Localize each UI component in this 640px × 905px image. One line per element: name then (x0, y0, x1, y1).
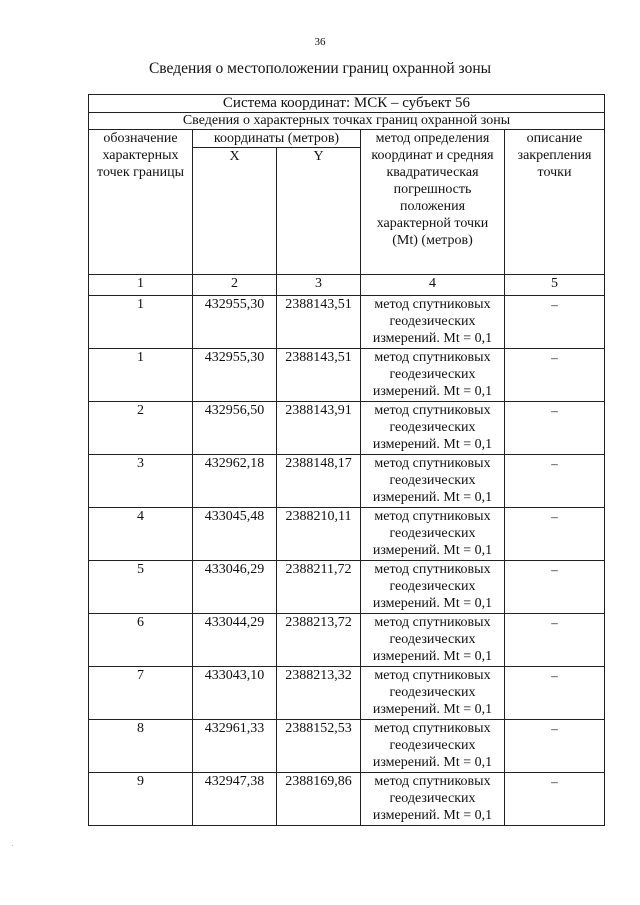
table-row (89, 508, 605, 561)
table-row (89, 402, 605, 455)
method-cell: метод спутниковых геодезических измерений. Mt = 0,1 (361, 349, 505, 402)
column-number: 3 (277, 275, 361, 296)
point-designation: 8 (89, 720, 193, 773)
table-row (89, 561, 605, 614)
scan-speck (12, 845, 13, 846)
point-designation: 7 (89, 667, 193, 720)
x-coordinate: 432962,18 (193, 455, 277, 508)
table-row (89, 667, 605, 720)
x-coordinate: 432956,50 (193, 402, 277, 455)
description-cell: – (505, 508, 605, 561)
column-number: 5 (505, 275, 605, 296)
y-coordinate: 2388152,53 (277, 720, 361, 773)
point-designation: 6 (89, 614, 193, 667)
x-coordinate: 433043,10 (193, 667, 277, 720)
table-row (89, 773, 605, 826)
x-coordinate: 433044,29 (193, 614, 277, 667)
y-header: Y (277, 148, 361, 275)
y-coordinate: 2388211,72 (277, 561, 361, 614)
description-cell: – (505, 720, 605, 773)
method-cell: метод спутниковых геодезических измерений. Mt = 0,1 (361, 667, 505, 720)
column-number: 2 (193, 275, 277, 296)
table-row (89, 455, 605, 508)
boundary-points-table (88, 94, 605, 826)
point-designation: 1 (89, 349, 193, 402)
column-number: 1 (89, 275, 193, 296)
method-cell: метод спутниковых геодезических измерений. Mt = 0,1 (361, 455, 505, 508)
description-header: описание закрепления точки (505, 130, 605, 275)
point-designation: 5 (89, 561, 193, 614)
description-cell: – (505, 455, 605, 508)
x-coordinate: 432955,30 (193, 296, 277, 349)
y-coordinate: 2388143,91 (277, 402, 361, 455)
page-title: Сведения о местоположении границ охранной зоны (148, 60, 492, 77)
method-header: метод определения координат и средняя квадратическая погрешность положения характерной точки (Mt) (метров) (361, 130, 505, 275)
points-info-header: Сведения о характерных точках границ охранной зоны (89, 113, 605, 130)
method-cell: метод спутниковых геодезических измерений. Mt = 0,1 (361, 402, 505, 455)
y-coordinate: 2388213,32 (277, 667, 361, 720)
table-row (89, 296, 605, 349)
table-row (89, 349, 605, 402)
point-designation: 9 (89, 773, 193, 826)
column-numbers-row (89, 275, 605, 296)
description-cell: – (505, 773, 605, 826)
description-cell: – (505, 667, 605, 720)
x-coordinate: 432961,33 (193, 720, 277, 773)
method-cell: метод спутниковых геодезических измерений. Mt = 0,1 (361, 773, 505, 826)
y-coordinate: 2388210,11 (277, 508, 361, 561)
method-cell: метод спутниковых геодезических измерений. Mt = 0,1 (361, 296, 505, 349)
point-designation: 3 (89, 455, 193, 508)
description-cell: – (505, 349, 605, 402)
x-coordinate: 432947,38 (193, 773, 277, 826)
designation-header: обозначение характерных точек границы (89, 130, 193, 275)
description-cell: – (505, 614, 605, 667)
description-cell: – (505, 561, 605, 614)
y-coordinate: 2388148,17 (277, 455, 361, 508)
x-coordinate: 433045,48 (193, 508, 277, 561)
y-coordinate: 2388169,86 (277, 773, 361, 826)
point-designation: 2 (89, 402, 193, 455)
method-cell: метод спутниковых геодезических измерений. Mt = 0,1 (361, 614, 505, 667)
point-designation: 4 (89, 508, 193, 561)
x-coordinate: 432955,30 (193, 349, 277, 402)
table-row (89, 720, 605, 773)
coordinate-system-cell: Система координат: МСК – субъект 56 (89, 95, 605, 113)
page-number: 36 (314, 36, 326, 48)
coordinates-header: координаты (метров) (193, 130, 361, 148)
table-row (89, 614, 605, 667)
description-cell: – (505, 296, 605, 349)
x-header: X (193, 148, 277, 275)
method-cell: метод спутниковых геодезических измерений. Mt = 0,1 (361, 508, 505, 561)
y-coordinate: 2388143,51 (277, 349, 361, 402)
column-number: 4 (361, 275, 505, 296)
description-cell: – (505, 402, 605, 455)
y-coordinate: 2388143,51 (277, 296, 361, 349)
y-coordinate: 2388213,72 (277, 614, 361, 667)
point-designation: 1 (89, 296, 193, 349)
x-coordinate: 433046,29 (193, 561, 277, 614)
method-cell: метод спутниковых геодезических измерений. Mt = 0,1 (361, 720, 505, 773)
method-cell: метод спутниковых геодезических измерений. Mt = 0,1 (361, 561, 505, 614)
